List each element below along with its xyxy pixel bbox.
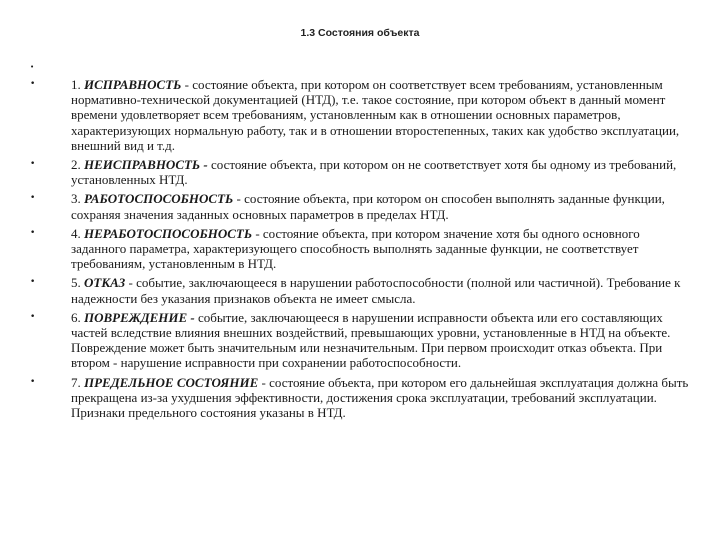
page-title: 1.3 Состояния объекта: [300, 27, 420, 39]
item-number: 1.: [71, 77, 84, 92]
list-item-inoperability: [30, 226, 695, 272]
list-item-serviceability: [30, 77, 695, 153]
item-definition: - состояние объекта, при котором он способен выполнять заданные функции, сохраняя значения заданных основных параметров в пределах НТД.: [71, 191, 665, 222]
item-term: РАБОТОСПОСОБНОСТЬ: [84, 191, 234, 207]
bullet-icon: •: [30, 159, 36, 170]
list-item-malfunction: [30, 157, 695, 187]
item-definition: - состояние объекта, при котором значение хотя бы одного основного заданного параметра, характеризующего способность выполнять заданные функции, не соответствует требованиям, установленным в НТД.: [71, 225, 640, 272]
item-number: 5.: [71, 275, 84, 291]
definition-list: [30, 60, 695, 424]
item-number: 7.: [71, 374, 84, 390]
list-item-failure: [30, 275, 695, 305]
bullet-icon: •: [30, 79, 36, 89]
item-number: 4.: [71, 225, 84, 241]
bullet-icon: •: [30, 193, 36, 204]
item-definition: - состояние объекта, при котором его дальнейшая эксплуатация должна быть прекращена из-за ухудшения эффективности, достижения срока эксплуатации, требований эксплуатации. Признаки предельного состояния указаны в НТД.: [71, 374, 689, 421]
item-definition: - событие, заключающееся в нарушении работоспособности (полной или частичной). Требование к надежности без указания признаков объекта не имеет смысла.: [71, 275, 681, 306]
item-number: 6.: [71, 309, 84, 325]
empty-list-item: [30, 60, 695, 75]
list-item-limit-state: [30, 375, 695, 421]
item-term: НЕИСПРАВНОСТЬ -: [84, 157, 208, 173]
item-term: ПРЕДЕЛЬНОЕ СОСТОЯНИЕ: [84, 374, 259, 390]
item-definition: состояние объекта, при котором он не соответствует хотя бы одному из требований, установленных НТД.: [71, 157, 677, 188]
bullet-icon: •: [30, 311, 36, 322]
item-number: 2.: [71, 157, 84, 173]
item-term: ИСПРАВНОСТЬ: [84, 77, 182, 92]
bullet-icon: •: [30, 63, 35, 71]
list-item-operability: [30, 191, 695, 221]
item-term: НЕРАБОТОСПОСОБНОСТЬ: [84, 225, 253, 241]
item-definition: - состояние объекта, при котором он соответствует всем требованиям, установленным нормативно-технической документацией (НТД), т.е. такое состояние, при котором объект в данный момент времени удовлетворяет всем требованиям, установленным как в отношении основных параметров, характеризующих нормальную работу, так и в отношении второстепенных, таких как удобство эксплуатации, внешний вид и т.д.: [71, 77, 680, 153]
list-item-damage: [30, 310, 695, 371]
bullet-icon: •: [30, 227, 36, 238]
item-term: ОТКАЗ: [84, 275, 126, 291]
bullet-icon: •: [30, 277, 36, 288]
item-definition: событие, заключающееся в нарушении исправности объекта или его составляющих частей вследствие влияния внешних воздействий, превышающих уровни, установленные в НТД на объекте. Повреждение может быть значительным или незначительным. При первом происходит отказ объекта. При втором - нарушение исправности при сохранении работоспособности.: [71, 309, 671, 371]
item-number: 3.: [71, 191, 84, 207]
bullet-icon: •: [30, 376, 36, 387]
item-term: ПОВРЕЖДЕНИЕ -: [84, 309, 195, 325]
